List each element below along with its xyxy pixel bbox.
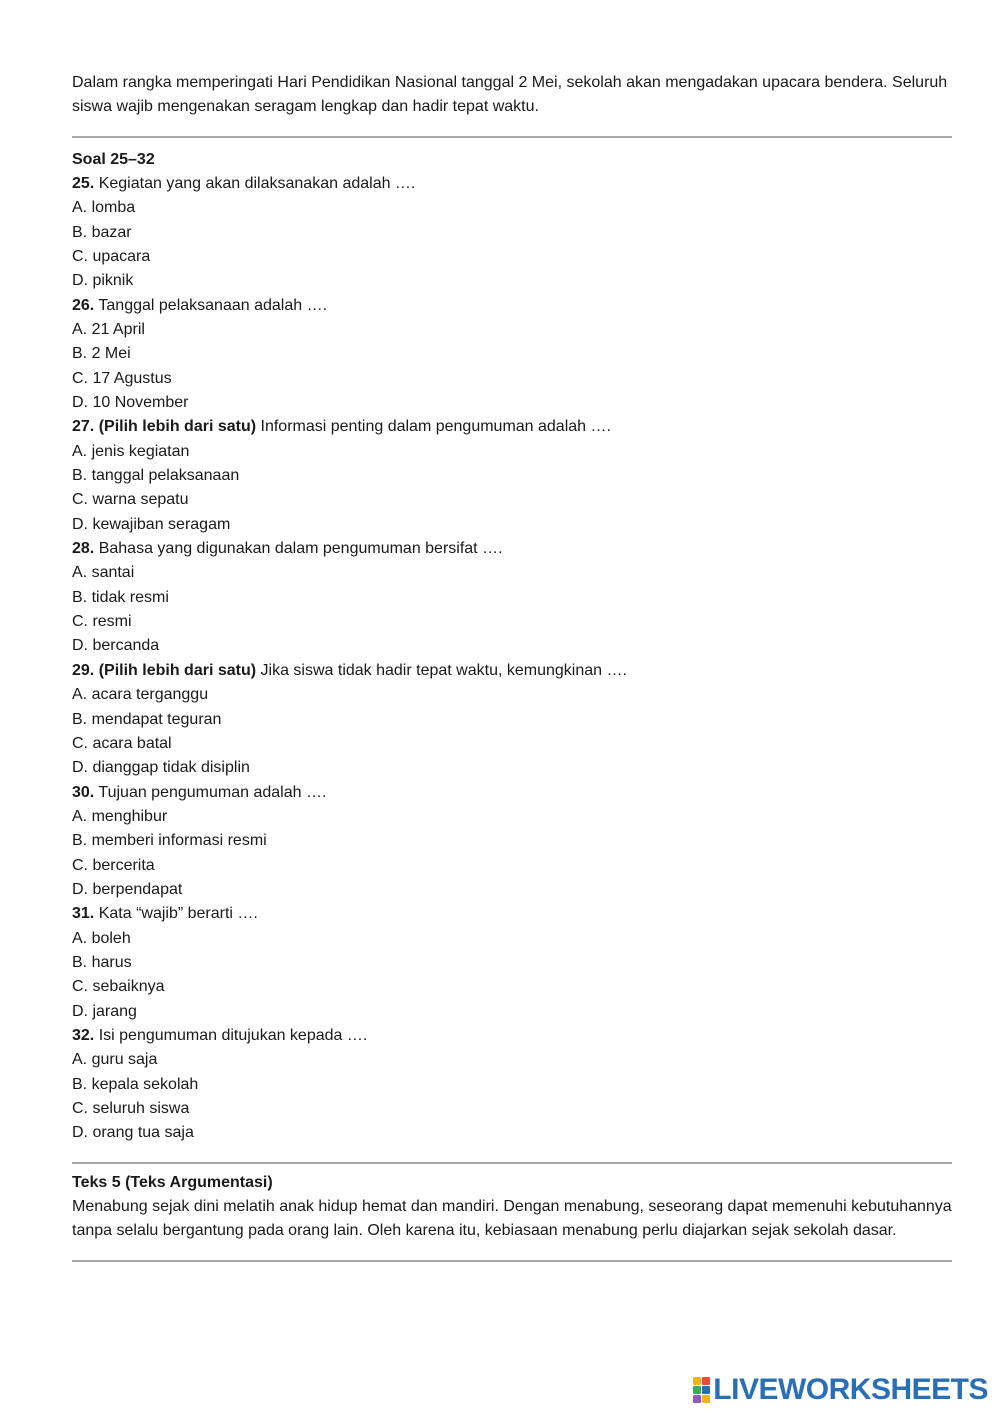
question-tag: (Pilih lebih dari satu) xyxy=(98,661,257,679)
answer-option: C. resmi xyxy=(72,613,132,631)
logo-mark-square xyxy=(702,1377,710,1385)
answer-option: C. seluruh siswa xyxy=(72,1100,190,1117)
answer-option: D. kewajiban seragam xyxy=(72,515,231,533)
question-number: 28. xyxy=(72,540,95,558)
answer-option: B. bazar xyxy=(72,223,132,241)
logo-mark-square xyxy=(693,1386,701,1394)
answer-option: C. upacara xyxy=(72,247,151,265)
answer-option: A. boleh xyxy=(72,929,131,947)
question-31 xyxy=(72,902,952,926)
answer-option: A. acara terganggu xyxy=(72,686,209,704)
question-number: 31. xyxy=(72,905,95,923)
answer-option: D. 10 November xyxy=(72,394,189,412)
answer-option: B. harus xyxy=(72,953,132,971)
answer-option: C. bercerita xyxy=(72,856,155,874)
question-number: 27. xyxy=(72,418,95,436)
answer-option: D. dianggap tidak disiplin xyxy=(72,759,250,777)
question-30 xyxy=(72,781,952,805)
text5-title: Teks 5 (Teks Argumentasi) xyxy=(72,1173,273,1191)
question-29 xyxy=(72,659,952,683)
answer-option: D. piknik xyxy=(72,272,134,290)
answer-option: A. jenis kegiatan xyxy=(72,442,190,460)
question-number: 26. xyxy=(72,296,95,314)
divider xyxy=(72,1162,952,1164)
question-32 xyxy=(72,1024,952,1048)
question-list xyxy=(72,172,952,1146)
question-number: 30. xyxy=(72,783,95,801)
answer-option: D. berpendapat xyxy=(72,880,183,898)
answer-option: B. memberi informasi resmi xyxy=(72,832,267,850)
answer-option: A. lomba xyxy=(72,199,136,217)
divider xyxy=(72,136,952,138)
logo-mark-square xyxy=(693,1377,701,1385)
answer-option: A. guru saja xyxy=(72,1051,158,1069)
question-text: Bahasa yang digunakan dalam pengumuman bersifat …. xyxy=(98,540,503,558)
intro-paragraph: Dalam rangka memperingati Hari Pendidikan Nasional tanggal 2 Mei, sekolah akan mengadakan upacara bendera. Seluruh siswa wajib mengenakan seragam lengkap dan hadir tepat waktu. xyxy=(72,74,948,116)
answer-option: B. tanggal pelaksanaan xyxy=(72,467,240,485)
answer-option: B. kepala sekolah xyxy=(72,1075,199,1093)
logo-mark-icon xyxy=(693,1377,710,1403)
answer-option: C. sebaiknya xyxy=(72,978,165,996)
answer-option: B. mendapat teguran xyxy=(72,710,222,728)
question-number: 29. xyxy=(72,661,95,679)
question-27 xyxy=(72,415,952,439)
question-text: Isi pengumuman ditujukan kepada …. xyxy=(98,1026,368,1044)
question-number: 32. xyxy=(72,1026,95,1044)
question-text: Tujuan pengumuman adalah …. xyxy=(98,783,327,801)
question-text: Kata “wajib” berarti …. xyxy=(98,905,258,923)
question-text: Jika siswa tidak hadir tepat waktu, kemungkinan …. xyxy=(260,661,627,679)
question-28 xyxy=(72,537,952,561)
answer-option: D. orang tua saja xyxy=(72,1124,194,1142)
answer-option: A. 21 April xyxy=(72,321,145,338)
answer-option: D. jarang xyxy=(72,1002,137,1020)
logo-text: LIVEWORKSHEETS xyxy=(713,1373,988,1406)
question-26 xyxy=(72,294,952,318)
answer-option: C. warna sepatu xyxy=(72,491,189,509)
logo-mark-square xyxy=(702,1395,710,1403)
question-tag: (Pilih lebih dari satu) xyxy=(98,418,257,436)
answer-option: A. menghibur xyxy=(72,807,168,825)
question-text: Kegiatan yang akan dilaksanakan adalah …. xyxy=(98,174,416,192)
logo-mark-square xyxy=(693,1395,701,1403)
section-title: Soal 25–32 xyxy=(72,150,155,168)
worksheet-page xyxy=(72,71,952,1262)
text5-body: Menabung sejak dini melatih anak hidup hemat dan mandiri. Dengan menabung, seseorang dapat memenuhi kebutuhannya tanpa selalu bergantung pada orang lain. Oleh karena itu, kebiasaan menabung perlu diajarkan sejak sekolah dasar. xyxy=(72,1198,952,1240)
question-number: 25. xyxy=(72,174,95,192)
answer-option: B. tidak resmi xyxy=(72,588,169,606)
question-text: Tanggal pelaksanaan adalah …. xyxy=(98,296,328,314)
answer-option: C. acara batal xyxy=(72,734,172,752)
answer-option: B. 2 Mei xyxy=(72,345,131,363)
question-25 xyxy=(72,172,952,196)
answer-option: C. 17 Agustus xyxy=(72,369,172,387)
answer-option: D. bercanda xyxy=(72,637,160,655)
answer-option: A. santai xyxy=(72,564,135,582)
divider xyxy=(72,1260,952,1262)
logo-mark-square xyxy=(702,1386,710,1394)
question-text: Informasi penting dalam pengumuman adalah …. xyxy=(260,418,611,436)
liveworksheets-logo xyxy=(693,1373,988,1407)
